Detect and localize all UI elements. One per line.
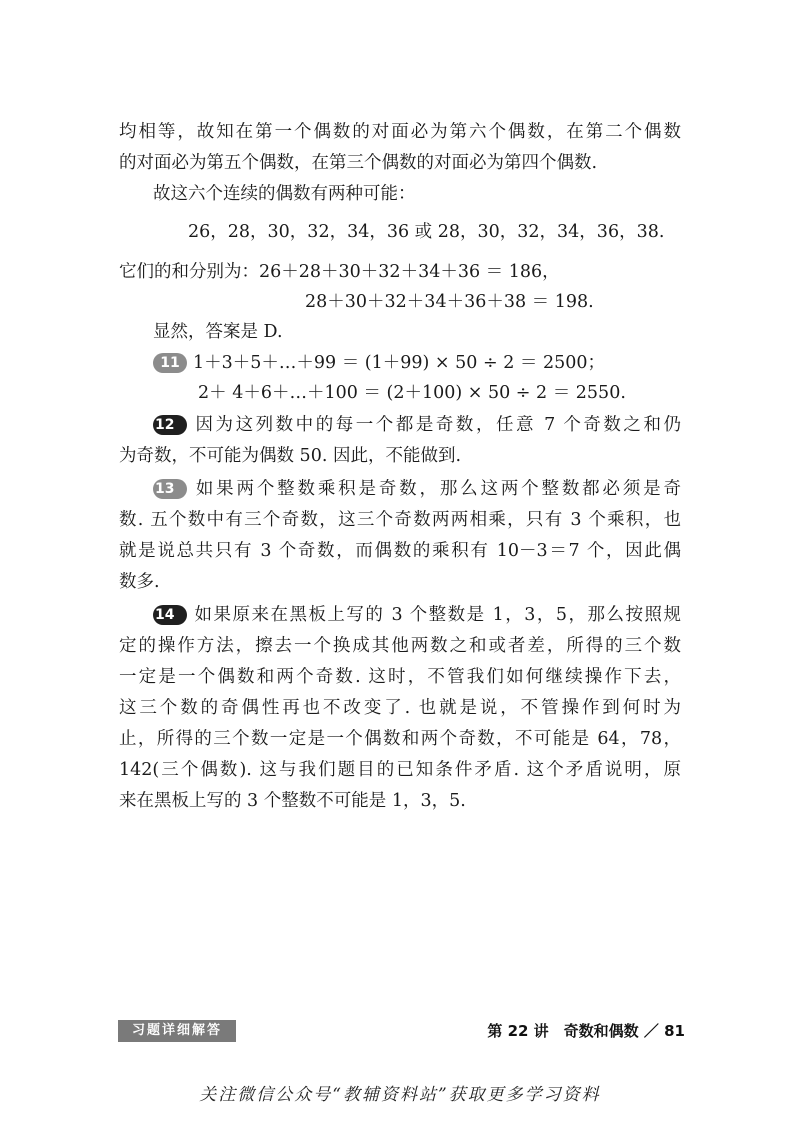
item-11-line-2: 2＋ 4＋6＋…＋100 ＝ (2＋100) × 50 ÷ 2 ＝ 2550. — [198, 383, 626, 403]
text-line: 142(三个偶数). 这与我们题目的已知条件矛盾. 这个矛盾说明，原 — [119, 760, 681, 780]
answer-line: 显然，答案是 D. — [153, 322, 283, 342]
item-number-badge: 14 — [153, 605, 187, 625]
item-12 — [153, 413, 681, 437]
item-14 — [153, 603, 681, 627]
text-line: 为奇数，不可能为偶数 50. 因此，不能做到. — [119, 446, 462, 466]
text-line: 这三个数的奇偶性再也不改变了. 也就是说，不管操作到何时为 — [119, 698, 681, 718]
item-number-badge: 12 — [153, 415, 187, 435]
text-line: 的对面必为第五个偶数，在第三个偶数的对面必为第四个偶数. — [119, 153, 598, 173]
sum-equation-1: 它们的和分别为：26＋28＋30＋32＋34＋36 ＝ 186， — [119, 262, 560, 282]
text-line: 来在黑板上写的 3 个整数不可能是 1，3，5. — [119, 791, 466, 811]
text-line: 一定是一个偶数和两个奇数. 这时，不管我们如何继续操作下去， — [119, 667, 681, 687]
watermark-text: 关注微信公众号“教辅资料站”获取更多学习资料 — [199, 1085, 601, 1105]
item-text: 因为这列数中的每一个都是奇数，任意 7 个奇数之和仍 — [193, 415, 681, 435]
running-header: 第 22 讲 奇数和偶数 ／ 81 — [487, 1022, 685, 1040]
number-list: 26，28，30，32，34，36 或 28，30，32，34，36，38. — [188, 222, 665, 242]
text-line: 止，所得的三个数一定是一个偶数和两个奇数，不可能是 64，78， — [119, 729, 681, 749]
text-line: 就是说总共只有 3 个奇数，而偶数的乘积有 10－3＝7 个，因此偶 — [119, 541, 681, 561]
item-13 — [153, 477, 681, 501]
item-text: 如果原来在黑板上写的 3 个整数是 1，3，5，那么按照规 — [193, 605, 681, 625]
item-number-badge: 11 — [153, 353, 187, 373]
item-text: 如果两个整数乘积是奇数，那么这两个整数都必须是奇 — [193, 479, 681, 499]
section-label: 习题详细解答 — [118, 1020, 236, 1042]
sum-equation-2: 28＋30＋32＋34＋36＋38 ＝ 198. — [305, 292, 594, 312]
text-line: 数多. — [119, 572, 160, 592]
text-line: 故这六个连续的偶数有两种可能： — [153, 184, 416, 204]
text-line: 均相等，故知在第一个偶数的对面必为第六个偶数，在第二个偶数 — [119, 122, 681, 142]
text-line: 定的操作方法，擦去一个换成其他两数之和或者差，所得的三个数 — [119, 636, 681, 656]
item-text: 1＋3＋5＋…＋99 ＝ (1＋99) × 50 ÷ 2 ＝ 2500； — [193, 353, 605, 373]
text-line: 数. 五个数中有三个奇数，这三个奇数两两相乘，只有 3 个乘积，也 — [119, 510, 681, 530]
item-number-badge: 13 — [153, 479, 187, 499]
item-11 — [153, 351, 681, 375]
